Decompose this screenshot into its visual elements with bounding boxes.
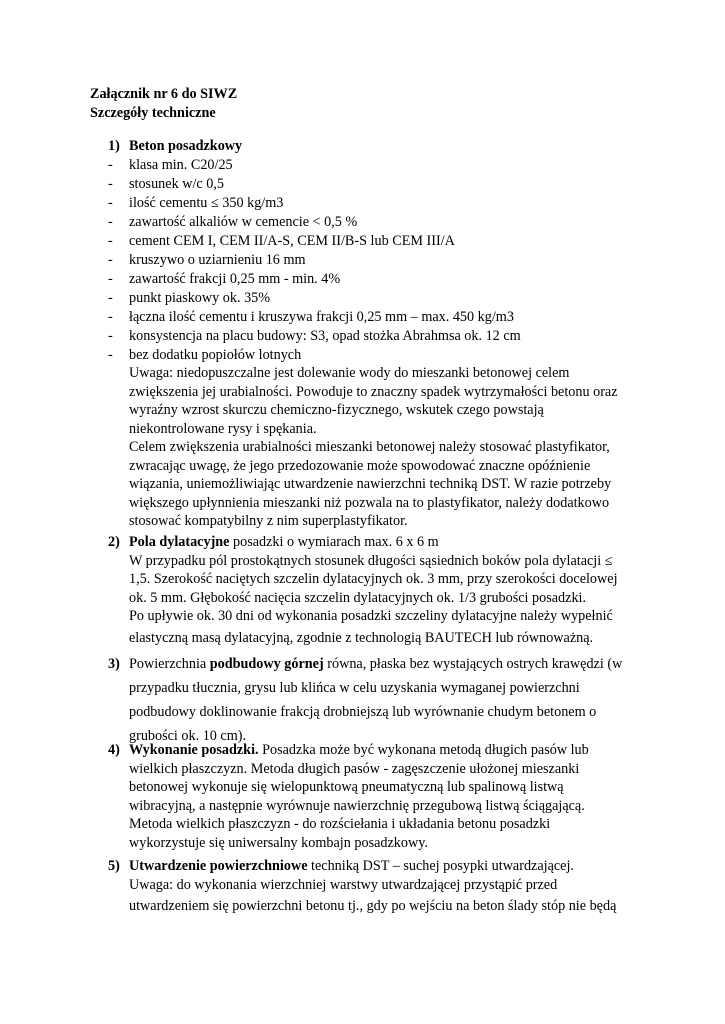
section-1-title: Beton posadzkowy — [129, 138, 243, 154]
paragraph-line: posadzki o wymiarach max. 6 x 6 m — [229, 534, 439, 550]
list-bullet: - — [108, 271, 113, 287]
note-line: stosować kompatybilny z nim superplastyfikator. — [129, 513, 408, 529]
list-item: punkt piaskowy ok. 35% — [129, 290, 271, 306]
paragraph-line: przypadku tłucznia, grysu lub klińca w celu uzyskania wymaganej powierzchni — [129, 680, 580, 696]
paragraph-line: utwardzeniem się powierzchni betonu tj., gdy po wejściu na beton ślady stóp nie będą — [129, 898, 617, 914]
list-item: łączna ilość cementu i kruszywa frakcji 0,25 mm – max. 450 kg/m3 — [129, 309, 514, 325]
note-line: zwracając uwagę, że jego przedozowanie może spowodować znaczne opóźnienie — [129, 457, 591, 474]
note-line: Uwaga: niedopuszczalne jest dolewanie wody do mieszanki betonowej celem — [129, 365, 570, 381]
list-item: konsystencja na placu budowy: S3, opad stożka Abrahmsa ok. 12 cm — [129, 328, 521, 344]
paragraph-line: Po upływie ok. 30 dni od wykonania posadzki szczeliny dylatacyjne należy wypełnić — [129, 608, 613, 624]
list-bullet: - — [108, 328, 113, 344]
list-item: ilość cementu ≤ 350 kg/m3 — [129, 195, 284, 211]
section-4-title: Wykonanie posadzki. — [129, 742, 259, 758]
paragraph-line: Posadzka może być wykonana metodą długich pasów lub — [258, 742, 589, 758]
list-bullet: - — [108, 347, 113, 363]
list-bullet: - — [108, 290, 113, 306]
section-5-title: Utwardzenie powierzchniowe — [129, 858, 308, 874]
paragraph-line: techniką DST – suchej posypki utwardzającej. — [307, 858, 574, 874]
list-bullet: - — [108, 214, 113, 230]
paragraph-line: Uwaga: do wykonania wierzchniej warstwy utwardzającej przystąpić przed — [129, 876, 558, 893]
list-item: stosunek w/c 0,5 — [129, 176, 224, 192]
paragraph-line: podbudowy doklinowanie frakcją drobniejszą lub wyrównanie chudym betonem o — [129, 704, 597, 720]
attachment-title: Załącznik nr 6 do SIWZ — [90, 86, 238, 102]
note-line: zwiększenia jej urabialności. Powoduje to znaczny spadek wytrzymałości betonu oraz — [129, 383, 618, 400]
note-line: wyraźny wzrost skurczu chemiczno-fizycznego, wskutek czego powstają — [129, 402, 544, 418]
paragraph-line: betonowej wykonuje się wielopunktową pneumatyczną lub spalinową listwą — [129, 779, 564, 795]
list-item: kruszywo o uziarnieniu 16 mm — [129, 252, 306, 268]
list-item: zawartość alkaliów w cemencie < 0,5 % — [129, 214, 358, 230]
note-line: Celem zwiększenia urabialności mieszanki betonowej należy stosować plastyfikator, — [129, 439, 610, 455]
section-2-body — [129, 533, 644, 647]
list-bullet: - — [108, 252, 113, 268]
note-line: niekontrolowane rysy i spękania. — [129, 420, 317, 437]
list-bullet: - — [108, 157, 113, 173]
section-3-body — [129, 652, 644, 748]
section-5-number: 5) — [108, 858, 120, 874]
section-3-number: 3) — [108, 656, 120, 672]
paragraph-line: Metoda wielkich płaszczyzn - do rozściełania i układania betonu posadzki — [129, 816, 551, 832]
section-1-number: 1) — [108, 138, 120, 154]
paragraph-line: wielkich płaszczyzn. Metoda długich pasów - zagęszczenie ułożonej mieszanki — [129, 760, 580, 777]
paragraph-line: W przypadku pól prostokątnych stosunek długości sąsiednich boków pola dylatacji ≤ — [129, 552, 613, 569]
paragraph-line: ok. 5 mm. Głębokość nacięcia szczelin dylatacyjnych ok. 1/3 grubości posadzki. — [129, 589, 587, 606]
list-bullet: - — [108, 233, 113, 249]
list-bullet: - — [108, 309, 113, 325]
paragraph-line: grubości ok. 10 cm). — [129, 728, 247, 744]
section-1-note — [129, 364, 644, 531]
paragraph-line: 1,5. Szerokość naciętych szczelin dylatacyjnych ok. 3 mm, przy szerokości docelowej — [129, 571, 618, 587]
note-line: większego upłynnienia mieszanki niż pozwala na to plastyfikator, należy dodatkowo — [129, 494, 610, 511]
section-4-number: 4) — [108, 742, 120, 758]
paragraph-line: równa, płaska bez wystających ostrych krawędzi (w — [323, 656, 623, 672]
section-4-body — [129, 741, 644, 852]
section-3-keyword: podbudowy górnej — [209, 656, 324, 672]
paragraph-line: elastyczną masą dylatacyjną, zgodnie z technologią BAUTECH lub równoważną. — [129, 629, 594, 646]
list-item: cement CEM I, CEM II/A-S, CEM II/B-S lub CEM III/A — [129, 233, 455, 249]
paragraph-line: wykorzystuje się uniwersalny kombajn posadzkowy. — [129, 834, 428, 851]
section-2-number: 2) — [108, 534, 120, 550]
document-subtitle: Szczegóły techniczne — [90, 105, 216, 121]
list-bullet: - — [108, 195, 113, 211]
list-item: klasa min. C20/25 — [129, 157, 233, 173]
section-2-title: Pola dylatacyjne — [129, 534, 230, 550]
list-bullet: - — [108, 176, 113, 192]
list-item: bez dodatku popiołów lotnych — [129, 347, 302, 363]
list-item: zawartość frakcji 0,25 mm - min. 4% — [129, 271, 341, 287]
note-line: wiązania, uniemożliwiając utwardzenie nawierzchni techniką DST. W razie potrzeby — [129, 476, 612, 492]
paragraph-line: Powierzchnia — [129, 656, 210, 672]
paragraph-line: wibracyjną, a następnie wyrównuje nawierzchnię przegubową listwą ściągającą. — [129, 797, 585, 814]
section-5-body — [129, 857, 644, 916]
